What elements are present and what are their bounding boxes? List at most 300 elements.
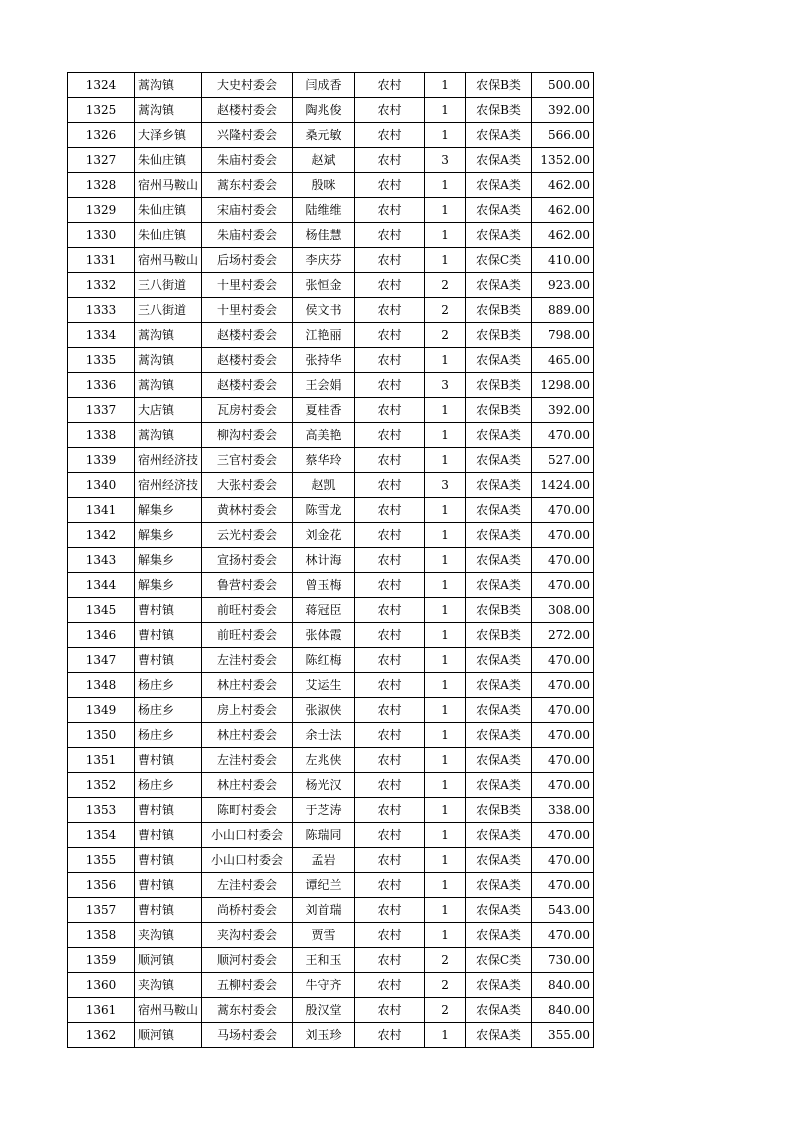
amount-cell: 840.00 xyxy=(532,973,594,998)
insurance-class-cell: 农保A类 xyxy=(466,923,532,948)
area-type-cell: 农村 xyxy=(355,648,425,673)
table-row xyxy=(68,598,594,623)
insurance-class-cell: 农保B类 xyxy=(466,623,532,648)
town-cell: 蒿沟镇 xyxy=(135,423,202,448)
household-count-cell: 1 xyxy=(425,1023,466,1048)
table-row xyxy=(68,423,594,448)
household-count-cell: 2 xyxy=(425,998,466,1023)
town-cell: 夹沟镇 xyxy=(135,923,202,948)
insurance-class-cell: 农保A类 xyxy=(466,123,532,148)
area-type-cell: 农村 xyxy=(355,498,425,523)
area-type-cell: 农村 xyxy=(355,823,425,848)
village-committee-cell: 陈町村委会 xyxy=(202,798,293,823)
insurance-class-cell: 农保B类 xyxy=(466,798,532,823)
record-number-cell: 1355 xyxy=(68,848,135,873)
insurance-class-cell: 农保A类 xyxy=(466,698,532,723)
town-cell: 朱仙庄镇 xyxy=(135,198,202,223)
town-cell: 蒿沟镇 xyxy=(135,348,202,373)
insurance-class-cell: 农保A类 xyxy=(466,1023,532,1048)
town-cell: 朱仙庄镇 xyxy=(135,148,202,173)
area-type-cell: 农村 xyxy=(355,723,425,748)
amount-cell: 470.00 xyxy=(532,823,594,848)
record-number-cell: 1361 xyxy=(68,998,135,1023)
town-cell: 宿州经济技 xyxy=(135,473,202,498)
town-cell: 杨庄乡 xyxy=(135,698,202,723)
village-committee-cell: 林庄村委会 xyxy=(202,673,293,698)
town-cell: 宿州马鞍山 xyxy=(135,248,202,273)
amount-cell: 1424.00 xyxy=(532,473,594,498)
insurance-class-cell: 农保A类 xyxy=(466,223,532,248)
person-name-cell: 杨光汉 xyxy=(293,773,355,798)
village-committee-cell: 前旺村委会 xyxy=(202,623,293,648)
area-type-cell: 农村 xyxy=(355,223,425,248)
amount-cell: 465.00 xyxy=(532,348,594,373)
table-row xyxy=(68,473,594,498)
amount-cell: 730.00 xyxy=(532,948,594,973)
person-name-cell: 孟岩 xyxy=(293,848,355,873)
area-type-cell: 农村 xyxy=(355,448,425,473)
records-body xyxy=(68,73,594,1048)
person-name-cell: 杨佳慧 xyxy=(293,223,355,248)
table-row xyxy=(68,148,594,173)
insurance-class-cell: 农保A类 xyxy=(466,148,532,173)
household-count-cell: 1 xyxy=(425,673,466,698)
insurance-class-cell: 农保C类 xyxy=(466,948,532,973)
person-name-cell: 左兆侠 xyxy=(293,748,355,773)
household-count-cell: 1 xyxy=(425,173,466,198)
person-name-cell: 牛守齐 xyxy=(293,973,355,998)
household-count-cell: 1 xyxy=(425,423,466,448)
village-committee-cell: 蒿东村委会 xyxy=(202,998,293,1023)
village-committee-cell: 林庄村委会 xyxy=(202,773,293,798)
amount-cell: 462.00 xyxy=(532,173,594,198)
table-row xyxy=(68,848,594,873)
insurance-class-cell: 农保A类 xyxy=(466,823,532,848)
household-count-cell: 1 xyxy=(425,748,466,773)
household-count-cell: 1 xyxy=(425,798,466,823)
village-committee-cell: 左洼村委会 xyxy=(202,648,293,673)
record-number-cell: 1350 xyxy=(68,723,135,748)
village-committee-cell: 蒿东村委会 xyxy=(202,173,293,198)
record-number-cell: 1329 xyxy=(68,198,135,223)
town-cell: 蒿沟镇 xyxy=(135,373,202,398)
household-count-cell: 1 xyxy=(425,548,466,573)
insurance-class-cell: 农保A类 xyxy=(466,173,532,198)
table-row xyxy=(68,973,594,998)
person-name-cell: 闫成香 xyxy=(293,73,355,98)
person-name-cell: 王和玉 xyxy=(293,948,355,973)
household-count-cell: 1 xyxy=(425,448,466,473)
area-type-cell: 农村 xyxy=(355,873,425,898)
table-row xyxy=(68,923,594,948)
record-number-cell: 1362 xyxy=(68,1023,135,1048)
record-number-cell: 1336 xyxy=(68,373,135,398)
amount-cell: 527.00 xyxy=(532,448,594,473)
village-committee-cell: 鲁营村委会 xyxy=(202,573,293,598)
area-type-cell: 农村 xyxy=(355,348,425,373)
town-cell: 杨庄乡 xyxy=(135,723,202,748)
household-count-cell: 1 xyxy=(425,123,466,148)
person-name-cell: 陈红梅 xyxy=(293,648,355,673)
insurance-class-cell: 农保B类 xyxy=(466,373,532,398)
village-committee-cell: 赵楼村委会 xyxy=(202,323,293,348)
amount-cell: 470.00 xyxy=(532,648,594,673)
record-number-cell: 1343 xyxy=(68,548,135,573)
insurance-class-cell: 农保A类 xyxy=(466,473,532,498)
village-committee-cell: 云光村委会 xyxy=(202,523,293,548)
person-name-cell: 赵斌 xyxy=(293,148,355,173)
record-number-cell: 1333 xyxy=(68,298,135,323)
record-number-cell: 1348 xyxy=(68,673,135,698)
village-committee-cell: 尚桥村委会 xyxy=(202,898,293,923)
record-number-cell: 1331 xyxy=(68,248,135,273)
table-row xyxy=(68,548,594,573)
area-type-cell: 农村 xyxy=(355,673,425,698)
record-number-cell: 1354 xyxy=(68,823,135,848)
record-number-cell: 1328 xyxy=(68,173,135,198)
town-cell: 解集乡 xyxy=(135,523,202,548)
table-row xyxy=(68,123,594,148)
household-count-cell: 1 xyxy=(425,398,466,423)
household-count-cell: 1 xyxy=(425,498,466,523)
table-row xyxy=(68,873,594,898)
table-row xyxy=(68,98,594,123)
insurance-class-cell: 农保B类 xyxy=(466,73,532,98)
town-cell: 曹村镇 xyxy=(135,873,202,898)
amount-cell: 410.00 xyxy=(532,248,594,273)
table-row xyxy=(68,573,594,598)
area-type-cell: 农村 xyxy=(355,198,425,223)
village-committee-cell: 赵楼村委会 xyxy=(202,348,293,373)
household-count-cell: 3 xyxy=(425,473,466,498)
table-row xyxy=(68,648,594,673)
town-cell: 宿州经济技 xyxy=(135,448,202,473)
person-name-cell: 张体霞 xyxy=(293,623,355,648)
village-committee-cell: 赵楼村委会 xyxy=(202,98,293,123)
household-count-cell: 1 xyxy=(425,98,466,123)
amount-cell: 543.00 xyxy=(532,898,594,923)
person-name-cell: 陶兆俊 xyxy=(293,98,355,123)
record-number-cell: 1358 xyxy=(68,923,135,948)
village-committee-cell: 左洼村委会 xyxy=(202,748,293,773)
table-row xyxy=(68,73,594,98)
town-cell: 蒿沟镇 xyxy=(135,73,202,98)
town-cell: 曹村镇 xyxy=(135,648,202,673)
person-name-cell: 殷咪 xyxy=(293,173,355,198)
person-name-cell: 林计海 xyxy=(293,548,355,573)
area-type-cell: 农村 xyxy=(355,73,425,98)
amount-cell: 889.00 xyxy=(532,298,594,323)
insurance-class-cell: 农保C类 xyxy=(466,248,532,273)
record-number-cell: 1326 xyxy=(68,123,135,148)
household-count-cell: 1 xyxy=(425,523,466,548)
record-number-cell: 1353 xyxy=(68,798,135,823)
village-committee-cell: 大张村委会 xyxy=(202,473,293,498)
table-row xyxy=(68,298,594,323)
person-name-cell: 江艳丽 xyxy=(293,323,355,348)
insurance-class-cell: 农保A类 xyxy=(466,998,532,1023)
town-cell: 顺河镇 xyxy=(135,948,202,973)
amount-cell: 840.00 xyxy=(532,998,594,1023)
table-row xyxy=(68,523,594,548)
amount-cell: 470.00 xyxy=(532,523,594,548)
table-row xyxy=(68,623,594,648)
record-number-cell: 1357 xyxy=(68,898,135,923)
insurance-class-cell: 农保A类 xyxy=(466,773,532,798)
amount-cell: 338.00 xyxy=(532,798,594,823)
amount-cell: 470.00 xyxy=(532,548,594,573)
person-name-cell: 余士法 xyxy=(293,723,355,748)
area-type-cell: 农村 xyxy=(355,573,425,598)
record-number-cell: 1341 xyxy=(68,498,135,523)
area-type-cell: 农村 xyxy=(355,773,425,798)
household-count-cell: 1 xyxy=(425,773,466,798)
area-type-cell: 农村 xyxy=(355,273,425,298)
town-cell: 解集乡 xyxy=(135,548,202,573)
amount-cell: 462.00 xyxy=(532,198,594,223)
amount-cell: 500.00 xyxy=(532,73,594,98)
amount-cell: 272.00 xyxy=(532,623,594,648)
table-row xyxy=(68,673,594,698)
amount-cell: 470.00 xyxy=(532,873,594,898)
amount-cell: 470.00 xyxy=(532,748,594,773)
table-row xyxy=(68,723,594,748)
insurance-class-cell: 农保A类 xyxy=(466,573,532,598)
household-count-cell: 1 xyxy=(425,223,466,248)
insurance-class-cell: 农保A类 xyxy=(466,448,532,473)
person-name-cell: 李庆芬 xyxy=(293,248,355,273)
town-cell: 大店镇 xyxy=(135,398,202,423)
household-count-cell: 1 xyxy=(425,698,466,723)
town-cell: 曹村镇 xyxy=(135,748,202,773)
insurance-class-cell: 农保A类 xyxy=(466,648,532,673)
table-row xyxy=(68,748,594,773)
town-cell: 解集乡 xyxy=(135,498,202,523)
record-number-cell: 1330 xyxy=(68,223,135,248)
record-number-cell: 1338 xyxy=(68,423,135,448)
household-count-cell: 2 xyxy=(425,323,466,348)
village-committee-cell: 后场村委会 xyxy=(202,248,293,273)
town-cell: 大泽乡镇 xyxy=(135,123,202,148)
table-row xyxy=(68,948,594,973)
record-number-cell: 1349 xyxy=(68,698,135,723)
amount-cell: 470.00 xyxy=(532,673,594,698)
town-cell: 杨庄乡 xyxy=(135,673,202,698)
amount-cell: 392.00 xyxy=(532,398,594,423)
village-committee-cell: 大史村委会 xyxy=(202,73,293,98)
area-type-cell: 农村 xyxy=(355,423,425,448)
amount-cell: 470.00 xyxy=(532,423,594,448)
area-type-cell: 农村 xyxy=(355,748,425,773)
table-row xyxy=(68,248,594,273)
insurance-class-cell: 农保A类 xyxy=(466,198,532,223)
person-name-cell: 曾玉梅 xyxy=(293,573,355,598)
record-number-cell: 1346 xyxy=(68,623,135,648)
area-type-cell: 农村 xyxy=(355,248,425,273)
record-number-cell: 1347 xyxy=(68,648,135,673)
amount-cell: 1298.00 xyxy=(532,373,594,398)
person-name-cell: 侯文书 xyxy=(293,298,355,323)
amount-cell: 392.00 xyxy=(532,98,594,123)
record-number-cell: 1345 xyxy=(68,598,135,623)
person-name-cell: 陆维维 xyxy=(293,198,355,223)
insurance-class-cell: 农保A类 xyxy=(466,273,532,298)
amount-cell: 566.00 xyxy=(532,123,594,148)
household-count-cell: 1 xyxy=(425,573,466,598)
insurance-class-cell: 农保A类 xyxy=(466,498,532,523)
household-count-cell: 1 xyxy=(425,723,466,748)
record-number-cell: 1339 xyxy=(68,448,135,473)
area-type-cell: 农村 xyxy=(355,148,425,173)
area-type-cell: 农村 xyxy=(355,998,425,1023)
person-name-cell: 刘金花 xyxy=(293,523,355,548)
area-type-cell: 农村 xyxy=(355,473,425,498)
household-count-cell: 1 xyxy=(425,923,466,948)
household-count-cell: 1 xyxy=(425,823,466,848)
table-row xyxy=(68,698,594,723)
area-type-cell: 农村 xyxy=(355,298,425,323)
insurance-class-cell: 农保A类 xyxy=(466,548,532,573)
person-name-cell: 艾运生 xyxy=(293,673,355,698)
person-name-cell: 陈瑞同 xyxy=(293,823,355,848)
insurance-class-cell: 农保A类 xyxy=(466,673,532,698)
town-cell: 顺河镇 xyxy=(135,1023,202,1048)
area-type-cell: 农村 xyxy=(355,173,425,198)
records-table xyxy=(67,72,594,1048)
area-type-cell: 农村 xyxy=(355,623,425,648)
table-row xyxy=(68,823,594,848)
person-name-cell: 高美艳 xyxy=(293,423,355,448)
area-type-cell: 农村 xyxy=(355,973,425,998)
village-committee-cell: 兴隆村委会 xyxy=(202,123,293,148)
record-number-cell: 1335 xyxy=(68,348,135,373)
record-number-cell: 1359 xyxy=(68,948,135,973)
amount-cell: 1352.00 xyxy=(532,148,594,173)
person-name-cell: 夏桂香 xyxy=(293,398,355,423)
amount-cell: 308.00 xyxy=(532,598,594,623)
table-row xyxy=(68,798,594,823)
person-name-cell: 张恒金 xyxy=(293,273,355,298)
record-number-cell: 1325 xyxy=(68,98,135,123)
table-row xyxy=(68,348,594,373)
table-row xyxy=(68,173,594,198)
household-count-cell: 2 xyxy=(425,298,466,323)
household-count-cell: 1 xyxy=(425,898,466,923)
household-count-cell: 3 xyxy=(425,373,466,398)
table-row xyxy=(68,398,594,423)
person-name-cell: 桑元敏 xyxy=(293,123,355,148)
record-number-cell: 1356 xyxy=(68,873,135,898)
person-name-cell: 刘玉珍 xyxy=(293,1023,355,1048)
area-type-cell: 农村 xyxy=(355,698,425,723)
record-number-cell: 1344 xyxy=(68,573,135,598)
village-committee-cell: 赵楼村委会 xyxy=(202,373,293,398)
amount-cell: 798.00 xyxy=(532,323,594,348)
town-cell: 宿州马鞍山 xyxy=(135,173,202,198)
village-committee-cell: 小山口村委会 xyxy=(202,848,293,873)
person-name-cell: 贾雪 xyxy=(293,923,355,948)
town-cell: 解集乡 xyxy=(135,573,202,598)
person-name-cell: 张淑侠 xyxy=(293,698,355,723)
person-name-cell: 殷汉堂 xyxy=(293,998,355,1023)
village-committee-cell: 小山口村委会 xyxy=(202,823,293,848)
insurance-class-cell: 农保A类 xyxy=(466,748,532,773)
record-number-cell: 1342 xyxy=(68,523,135,548)
person-name-cell: 谭纪兰 xyxy=(293,873,355,898)
amount-cell: 470.00 xyxy=(532,923,594,948)
amount-cell: 470.00 xyxy=(532,848,594,873)
village-committee-cell: 林庄村委会 xyxy=(202,723,293,748)
insurance-class-cell: 农保A类 xyxy=(466,523,532,548)
insurance-class-cell: 农保B类 xyxy=(466,598,532,623)
insurance-class-cell: 农保A类 xyxy=(466,723,532,748)
insurance-class-cell: 农保B类 xyxy=(466,398,532,423)
household-count-cell: 1 xyxy=(425,848,466,873)
insurance-class-cell: 农保B类 xyxy=(466,298,532,323)
insurance-class-cell: 农保A类 xyxy=(466,873,532,898)
insurance-class-cell: 农保A类 xyxy=(466,848,532,873)
village-committee-cell: 朱庙村委会 xyxy=(202,223,293,248)
village-committee-cell: 十里村委会 xyxy=(202,298,293,323)
insurance-class-cell: 农保A类 xyxy=(466,973,532,998)
area-type-cell: 农村 xyxy=(355,848,425,873)
village-committee-cell: 柳沟村委会 xyxy=(202,423,293,448)
village-committee-cell: 黄林村委会 xyxy=(202,498,293,523)
area-type-cell: 农村 xyxy=(355,948,425,973)
insurance-class-cell: 农保A类 xyxy=(466,348,532,373)
household-count-cell: 1 xyxy=(425,348,466,373)
household-count-cell: 1 xyxy=(425,248,466,273)
table-row xyxy=(68,273,594,298)
household-count-cell: 2 xyxy=(425,948,466,973)
village-committee-cell: 房上村委会 xyxy=(202,698,293,723)
table-row xyxy=(68,448,594,473)
town-cell: 曹村镇 xyxy=(135,623,202,648)
area-type-cell: 农村 xyxy=(355,98,425,123)
record-number-cell: 1324 xyxy=(68,73,135,98)
area-type-cell: 农村 xyxy=(355,523,425,548)
town-cell: 三八街道 xyxy=(135,273,202,298)
town-cell: 蒿沟镇 xyxy=(135,323,202,348)
record-number-cell: 1352 xyxy=(68,773,135,798)
record-number-cell: 1360 xyxy=(68,973,135,998)
person-name-cell: 张持华 xyxy=(293,348,355,373)
table-row xyxy=(68,1023,594,1048)
village-committee-cell: 宣扬村委会 xyxy=(202,548,293,573)
table-row xyxy=(68,998,594,1023)
person-name-cell: 刘首瑞 xyxy=(293,898,355,923)
insurance-class-cell: 农保B类 xyxy=(466,323,532,348)
table-row xyxy=(68,323,594,348)
amount-cell: 470.00 xyxy=(532,573,594,598)
village-committee-cell: 十里村委会 xyxy=(202,273,293,298)
table-row xyxy=(68,898,594,923)
town-cell: 曹村镇 xyxy=(135,898,202,923)
amount-cell: 470.00 xyxy=(532,723,594,748)
person-name-cell: 蒋冠臣 xyxy=(293,598,355,623)
insurance-class-cell: 农保A类 xyxy=(466,898,532,923)
person-name-cell: 蔡华玲 xyxy=(293,448,355,473)
town-cell: 夹沟镇 xyxy=(135,973,202,998)
town-cell: 曹村镇 xyxy=(135,823,202,848)
record-number-cell: 1334 xyxy=(68,323,135,348)
amount-cell: 470.00 xyxy=(532,773,594,798)
village-committee-cell: 前旺村委会 xyxy=(202,598,293,623)
village-committee-cell: 朱庙村委会 xyxy=(202,148,293,173)
village-committee-cell: 五柳村委会 xyxy=(202,973,293,998)
town-cell: 宿州马鞍山 xyxy=(135,998,202,1023)
household-count-cell: 1 xyxy=(425,648,466,673)
